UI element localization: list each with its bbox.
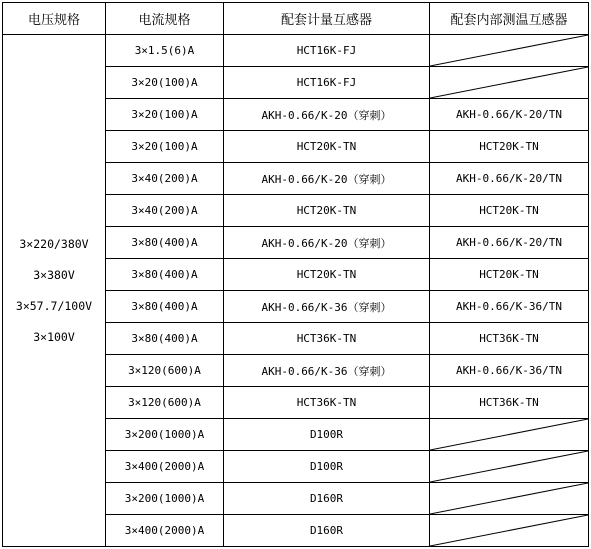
meter-ct-cell: D100R	[224, 419, 430, 451]
table-row	[3, 35, 589, 67]
temp-ct-cell: AKH-0.66/K-20/TN	[430, 227, 589, 259]
diagonal-line-icon	[430, 451, 588, 482]
header-meter-ct: 配套计量互感器	[224, 3, 430, 35]
current-spec-cell: 3×1.5(6)A	[106, 35, 224, 67]
empty-cell-diagonal	[430, 35, 589, 67]
meter-ct-cell: HCT36K-TN	[224, 323, 430, 355]
temp-ct-cell: HCT20K-TN	[430, 131, 589, 163]
table-body	[3, 35, 589, 547]
current-spec-cell: 3×20(100)A	[106, 99, 224, 131]
spec-table	[2, 2, 589, 547]
temp-ct-cell: HCT36K-TN	[430, 323, 589, 355]
current-spec-cell: 3×80(400)A	[106, 291, 224, 323]
current-spec-cell: 3×200(1000)A	[106, 419, 224, 451]
temp-ct-cell: HCT20K-TN	[430, 259, 589, 291]
meter-ct-cell: HCT16K-FJ	[224, 67, 430, 99]
meter-ct-cell: AKH-0.66/K-20（穿刺）	[224, 99, 430, 131]
current-spec-cell: 3×80(400)A	[106, 227, 224, 259]
voltage-spec-item: 3×100V	[33, 329, 75, 344]
current-spec-cell: 3×80(400)A	[106, 259, 224, 291]
meter-ct-cell: HCT20K-TN	[224, 259, 430, 291]
empty-cell-diagonal	[430, 451, 589, 483]
voltage-spec-cell	[3, 35, 106, 547]
current-spec-cell: 3×200(1000)A	[106, 483, 224, 515]
current-spec-cell: 3×400(2000)A	[106, 515, 224, 547]
meter-ct-cell: AKH-0.66/K-36（穿刺）	[224, 355, 430, 387]
current-spec-cell: 3×120(600)A	[106, 387, 224, 419]
diagonal-line-icon	[430, 419, 588, 450]
meter-ct-cell: D160R	[224, 483, 430, 515]
voltage-spec-item: 3×380V	[33, 267, 75, 282]
voltage-spec-item: 3×57.7/100V	[15, 298, 93, 313]
current-spec-cell: 3×400(2000)A	[106, 451, 224, 483]
header-row	[3, 3, 589, 35]
current-spec-cell: 3×80(400)A	[106, 323, 224, 355]
meter-ct-cell: D160R	[224, 515, 430, 547]
temp-ct-cell: HCT36K-TN	[430, 387, 589, 419]
current-spec-cell: 3×20(100)A	[106, 131, 224, 163]
empty-cell-diagonal	[430, 419, 589, 451]
temp-ct-cell: AKH-0.66/K-20/TN	[430, 99, 589, 131]
meter-ct-cell: D100R	[224, 451, 430, 483]
temp-ct-cell: AKH-0.66/K-36/TN	[430, 291, 589, 323]
current-spec-cell: 3×120(600)A	[106, 355, 224, 387]
meter-ct-cell: HCT36K-TN	[224, 387, 430, 419]
table-header	[3, 3, 589, 35]
current-spec-cell: 3×40(200)A	[106, 195, 224, 227]
diagonal-line-icon	[430, 483, 588, 514]
temp-ct-cell: AKH-0.66/K-20/TN	[430, 163, 589, 195]
diagonal-line-icon	[430, 35, 588, 66]
diagonal-line-icon	[430, 515, 588, 546]
temp-ct-cell: HCT20K-TN	[430, 195, 589, 227]
meter-ct-cell: HCT16K-FJ	[224, 35, 430, 67]
header-temp-ct: 配套内部测温互感器	[430, 3, 589, 35]
diagonal-line-icon	[430, 67, 588, 98]
meter-ct-cell: HCT20K-TN	[224, 195, 430, 227]
meter-ct-cell: AKH-0.66/K-20（穿刺）	[224, 163, 430, 195]
temp-ct-cell: AKH-0.66/K-36/TN	[430, 355, 589, 387]
current-spec-cell: 3×40(200)A	[106, 163, 224, 195]
empty-cell-diagonal	[430, 483, 589, 515]
empty-cell-diagonal	[430, 515, 589, 547]
empty-cell-diagonal	[430, 67, 589, 99]
meter-ct-cell: AKH-0.66/K-20（穿刺）	[224, 227, 430, 259]
current-spec-cell: 3×20(100)A	[106, 67, 224, 99]
meter-ct-cell: AKH-0.66/K-36（穿刺）	[224, 291, 430, 323]
header-voltage-spec: 电压规格	[3, 3, 106, 35]
meter-ct-cell: HCT20K-TN	[224, 131, 430, 163]
voltage-spec-item: 3×220/380V	[19, 236, 89, 251]
header-current-spec: 电流规格	[106, 3, 224, 35]
